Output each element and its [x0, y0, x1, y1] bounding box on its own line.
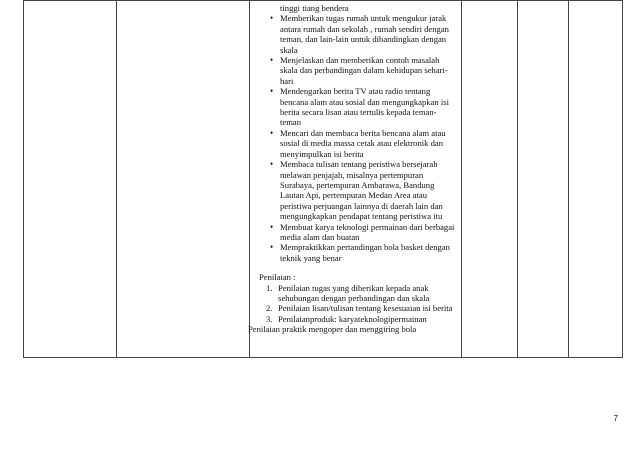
cell-learning-activities: [250, 1, 462, 358]
item-number: 1.: [266, 282, 273, 293]
list-item: • Mencari dan membaca berita bencana alam atau sosial di media massa cetak atau elektronik dan menyimpulkan isi berita: [250, 128, 457, 159]
activity-list: [250, 13, 457, 263]
item-text: Penilaian lisan/tulisan tentang kesesuaian isi berita: [278, 303, 453, 314]
cell-empty-6: [569, 1, 623, 358]
list-item: [250, 283, 457, 304]
assessment-list: [250, 283, 457, 325]
page-number: 7: [613, 414, 618, 423]
item-text: Penilaianproduk: karyateknologipermainan: [278, 313, 427, 324]
list-item: • Mendengarkan berita TV atau radio tentang bencana alam atau sosial dan mengungkapkan isi berita secara lisan atau tertulis kepada teman-teman: [250, 86, 457, 128]
table-row: [24, 1, 623, 358]
assessment-heading: Penilaian :: [259, 272, 296, 283]
cell-empty-2: [117, 1, 250, 358]
list-item: • Menjelaskan dan memberikan contoh masalah skala dan perbandingan dalam kehidupan sehari-hari: [250, 55, 457, 86]
list-item: [250, 314, 457, 324]
list-item: • Membuat karya teknologi permainan dari berbagai media alam dan buatan: [250, 222, 457, 243]
item-number: 3.: [266, 313, 273, 324]
list-item: • Memberikan tugas rumah untuk mengukur jarak antara rumah dan sekolah , rumah sendiri dengan teman, dan lain-lain untuk dibandingkan dengan skala: [250, 13, 457, 55]
syllabus-table: [23, 0, 623, 358]
cell-empty-4: [462, 1, 518, 358]
continuation-line: tinggi tiang bendera: [280, 3, 349, 13]
item-text: Penilaian tugas yang diberikan kepada anak sehubungan dengan perbandingan dan skala: [278, 282, 430, 303]
list-item: [250, 303, 457, 313]
assessment-last-line: Penilaian praktik mengoper dan menggiring bola: [248, 324, 417, 335]
list-item: • Membaca tulisan tentang peristiwa bersejarah melawan penjajah, misalnya pertempuran Surabaya, pertempuran Ambarawa, Bandung Lautan Api, pertempuran Medan Area atau peristiwa perjuangan lainnya di daerah lain dan mengungkapkan pendapat tentang peristiwa itu: [250, 159, 457, 221]
cell-empty-1: [24, 1, 117, 358]
item-number: 2.: [266, 303, 273, 314]
cell-empty-5: [518, 1, 569, 358]
list-item: • Mempraktikkan pertandingan bola basket dengan teknik yang benar: [250, 242, 457, 263]
